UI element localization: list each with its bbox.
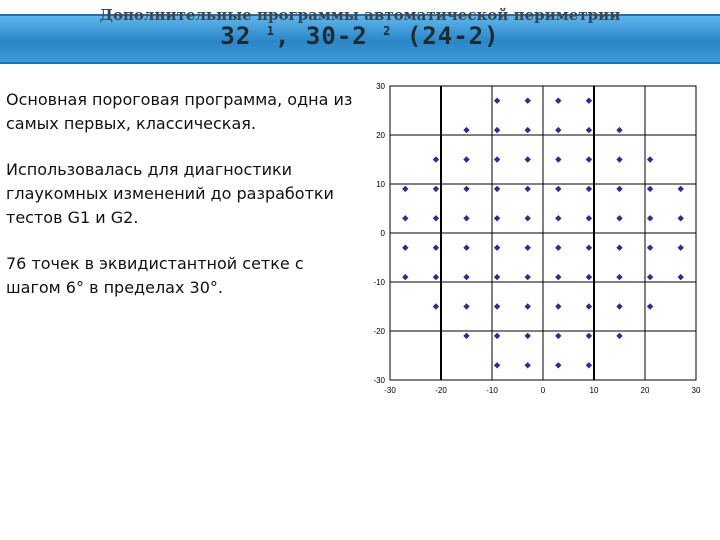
x-tick-label: 0 xyxy=(540,386,546,395)
x-tick-label: 10 xyxy=(589,386,599,395)
slide-subtitle: Дополнительные программы автоматической периметрии xyxy=(99,6,621,24)
y-tick-label: 30 xyxy=(376,82,385,91)
slide-header xyxy=(0,0,720,74)
title-footnote-2: 2 xyxy=(383,24,392,38)
y-tick-label: 20 xyxy=(376,131,385,140)
title-footnote-1: 1 xyxy=(266,24,276,38)
title-part-2: , 30-2 xyxy=(275,22,368,50)
x-tick-label: 20 xyxy=(640,386,650,395)
chart-svg xyxy=(362,72,704,406)
body-text xyxy=(6,88,358,322)
x-tick-label: -10 xyxy=(486,386,498,395)
y-tick-label: 0 xyxy=(380,229,385,238)
y-tick-label: -30 xyxy=(373,376,385,385)
x-tick-label: -30 xyxy=(384,386,396,395)
y-tick-label: -10 xyxy=(373,278,385,287)
paragraph-usage: Использовалась для диагностики глаукомных изменений до разработки тестов G1 и G2. xyxy=(6,160,334,227)
slide-title xyxy=(0,22,720,50)
paragraph-description: Основная пороговая программа, одна из самых первых, классическая. xyxy=(6,90,353,133)
title-part-1: 32 xyxy=(220,22,252,50)
x-tick-label: -20 xyxy=(435,386,447,395)
y-tick-label: -20 xyxy=(373,327,385,336)
paragraph-points: 76 точек в эквидистантной сетке с шагом 6° в пределах 30°. xyxy=(6,254,304,297)
y-tick-label: 10 xyxy=(376,180,385,189)
x-tick-label: 30 xyxy=(691,386,701,395)
title-part-3: (24-2) xyxy=(391,22,500,50)
visual-field-chart xyxy=(362,72,704,406)
